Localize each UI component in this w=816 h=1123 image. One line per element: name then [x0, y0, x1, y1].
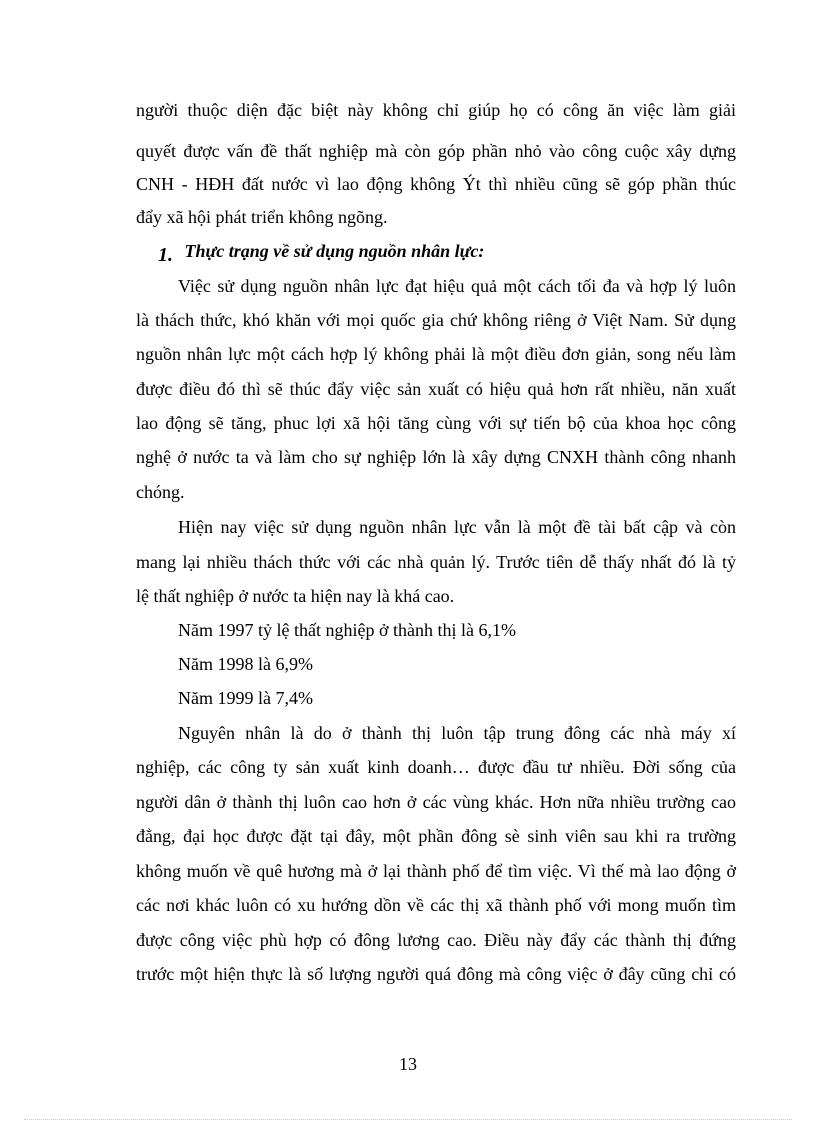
para2-line-1: Hiện nay việc sử dụng nguồn nhân lực vẫn là một đề tài bất cập và còn	[178, 517, 736, 537]
para1-line-4: được điều đó thì sẽ thúc đẩy việc sản xuất có hiệu quả hơn rất nhiều, năn xuất	[136, 379, 736, 399]
intro-line-1: người thuộc diện đặc biệt này không chỉ giúp họ có công ăn việc làm giải	[136, 100, 736, 120]
stat-line-1999: Năm 1999 là 7,4%	[178, 688, 313, 708]
footer-divider	[24, 1119, 792, 1120]
para3-line-5: không muốn về quê hương mà ở lại thành phố để tìm việc. Vì thế mà lao động ở	[136, 861, 736, 881]
para3-line-6: các nơi khác luôn có xu hướng dồn về các thị xã thành phố với mong muốn tìm	[136, 895, 736, 915]
page-number: 13	[399, 1054, 417, 1074]
para3-line-2: nghiệp, các công ty sản xuất kinh doanh… được đầu tư nhiều. Đời sống của	[136, 757, 736, 777]
para3-line-1: Nguyên nhân là do ở thành thị luôn tập trung đông các nhà máy xí	[178, 723, 736, 743]
para3-line-4: đẳng, đại học được đặt tại đây, một phần đông sè sinh viên sau khi ra trường	[136, 826, 736, 846]
para3-line-3: người dân ở thành thị luôn cao hơn ở các vùng khác. Hơn nữa nhiều trường cao	[136, 792, 736, 812]
para2-line-2: mang lại nhiều thách thức với các nhà quản lý. Trước tiên dễ thấy nhất đó là tỷ	[136, 552, 736, 572]
stat-line-1997: Năm 1997 tỷ lệ thất nghiệp ở thành thị là 6,1%	[178, 620, 516, 640]
intro-line-3: CNH - HĐH đất nước vì lao động không Ýt thì nhiều cũng sẽ góp phần thúc	[136, 174, 736, 194]
para1-line-2: là thách thức, khó khăn với mọi quốc gia chứ không riêng ở Việt Nam. Sử dụng	[136, 310, 736, 330]
para2-line-3: lệ thất nghiệp ở nước ta hiện nay là khá cao.	[136, 586, 455, 606]
para1-line-6: nghệ ở nước ta và làm cho sự nghiệp lớn là xây dựng CNXH thành công nhanh	[136, 447, 736, 467]
para1-line-3: nguồn nhân lực một cách hợp lý không phải là một điều đơn giản, song nếu làm	[136, 344, 736, 364]
para1-line-5: lao động sẽ tăng, phuc lợi xã hội tăng cùng với sự tiến bộ của khoa học công	[136, 413, 736, 433]
section-title: Thực trạng về sử dụng nguồn nhân lực:	[184, 241, 485, 261]
para1-line-1: Việc sử dụng nguồn nhân lực đạt hiệu quả một cách tối đa và hợp lý luôn	[178, 276, 736, 296]
stat-line-1998: Năm 1998 là 6,9%	[178, 654, 313, 674]
para3-line-7: được công việc phù hợp có đông lương cao. Điều này đẩy các thành thị đứng	[136, 930, 736, 950]
section-number: 1.	[158, 244, 173, 266]
para1-line-7: chóng.	[136, 482, 185, 502]
section-heading	[158, 238, 484, 264]
intro-line-4: đẩy xã hội phát triển không ngõng.	[136, 207, 388, 227]
para3-line-8: trước một hiện thực là số lượng người quá đông mà công việc ở đây cũng chỉ có	[136, 964, 736, 984]
intro-line-2: quyết được vấn đề thất nghiệp mà còn góp phần nhỏ vào công cuộc xây dựng	[136, 141, 736, 161]
